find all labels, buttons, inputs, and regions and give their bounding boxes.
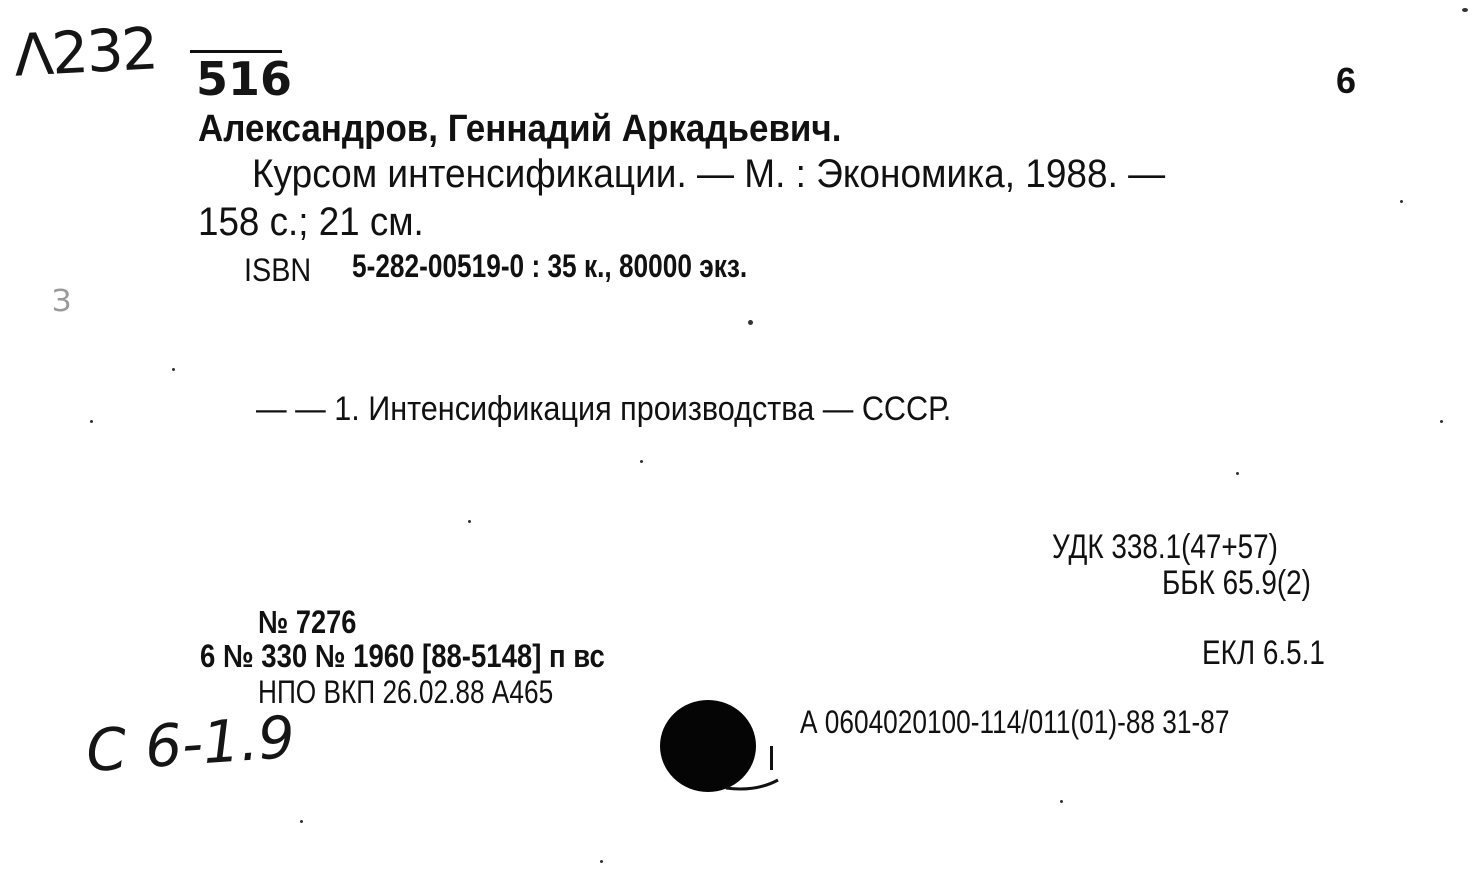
scan-speck [1440, 420, 1443, 423]
handwritten-inventory-number: 516 [196, 52, 293, 106]
handwritten-call-number: Λ232 [12, 14, 159, 90]
scan-speck [1060, 800, 1063, 803]
extent-line: 158 с.; 21 см. [198, 200, 424, 244]
scan-speck [468, 520, 471, 523]
udk-code: УДК 338.1(47+57) [1052, 528, 1278, 566]
isbn-label: ISBN [244, 252, 312, 288]
scan-speck [600, 860, 603, 863]
scan-speck [1236, 472, 1239, 475]
scan-speck [1462, 8, 1468, 12]
pencil-mark: З [52, 284, 72, 319]
ekl-code: ЕКЛ 6.5.1 [1202, 634, 1325, 672]
author-heading: Александров, Геннадий Аркадьевич. [198, 108, 842, 150]
isbn-value: 5-282-00519-0 : 35 к., 80000 экз. [352, 248, 748, 284]
subject-heading: — — 1. Интенсификация производства — СССР. [256, 390, 952, 428]
scan-speck [90, 420, 93, 423]
card-number: 6 [1336, 60, 1357, 101]
order-number: № 7276 [258, 604, 357, 640]
publisher-code-line: НПО ВКП 26.02.88 А465 [258, 674, 554, 710]
ink-blot-stamp-icon [656, 696, 786, 806]
bbk-code: ББК 65.9(2) [1162, 564, 1311, 602]
title-line: Курсом интенсификации. — М. : Экономика, 1988. — [252, 152, 1166, 196]
scan-speck [300, 820, 303, 823]
handwritten-shelf-code: C 6-1.9 [83, 702, 298, 786]
scan-speck [172, 368, 175, 371]
scan-speck [748, 320, 753, 325]
scan-speck [1400, 200, 1403, 203]
publication-index-line: А 0604020100-114/011(01)-88 31-87 [800, 704, 1230, 740]
print-run-line: 6 № 330 № 1960 [88-5148] п вс [200, 638, 605, 674]
scan-speck [640, 460, 643, 463]
